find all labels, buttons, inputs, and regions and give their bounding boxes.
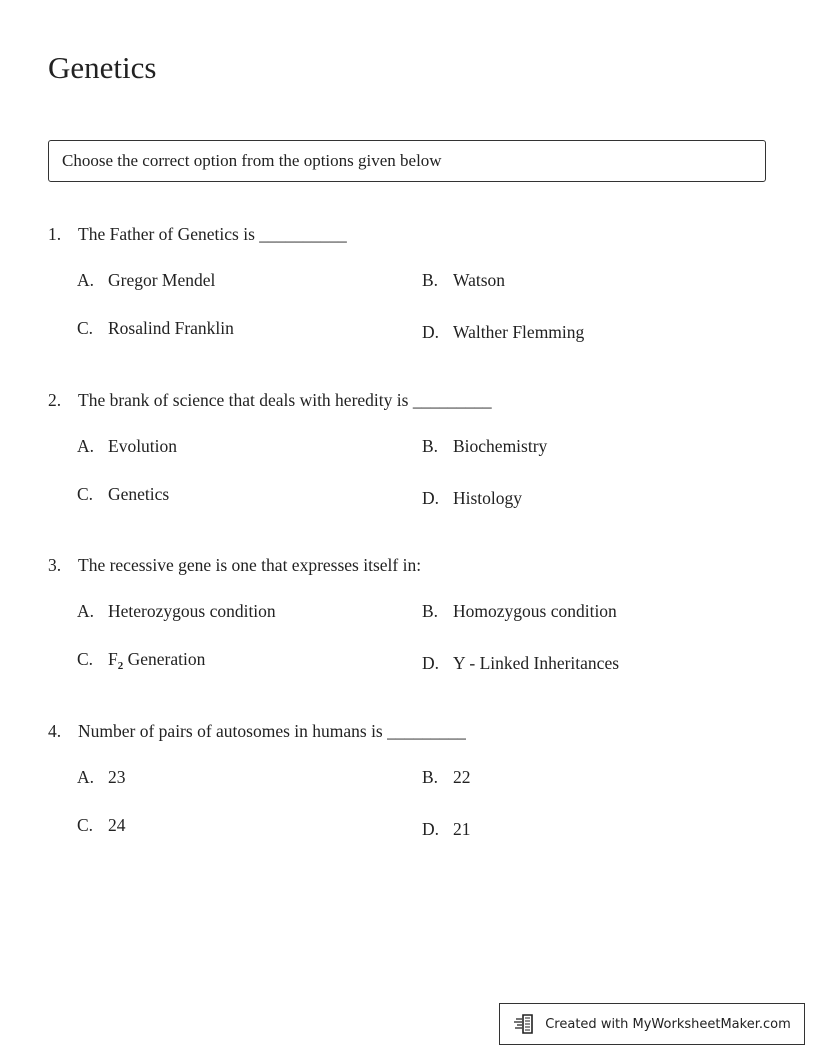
option-letter: C. — [77, 649, 94, 669]
option-letter: A. — [77, 767, 95, 787]
option-letter: A. — [77, 270, 95, 290]
option-a — [77, 601, 276, 622]
option-letter: D. — [422, 488, 440, 508]
option-text: 22 — [453, 767, 471, 787]
option-letter: B. — [422, 767, 439, 787]
option-c — [77, 484, 169, 505]
option-letter: D. — [422, 322, 440, 342]
option-b — [422, 270, 505, 291]
option-c — [77, 318, 234, 339]
option-text-suffix: Generation — [123, 649, 206, 669]
option-d — [422, 819, 471, 840]
option-a — [77, 436, 177, 457]
footer-text: Created with MyWorksheetMaker.com — [545, 1016, 791, 1032]
option-letter: D. — [422, 819, 440, 839]
option-text: Rosalind Franklin — [108, 318, 234, 338]
footer-credit[interactable] — [499, 1003, 805, 1045]
option-text: Watson — [453, 270, 506, 290]
option-letter: B. — [422, 270, 439, 290]
option-b — [422, 601, 617, 622]
question-number: 1. — [48, 224, 62, 244]
option-b — [422, 436, 547, 457]
question-number: 4. — [48, 721, 62, 741]
option-letter: B. — [422, 436, 439, 456]
option-a — [77, 270, 215, 291]
option-letter: A. — [77, 601, 95, 621]
page-title: Genetics — [48, 50, 157, 85]
option-letter: C. — [77, 318, 94, 338]
option-text: 23 — [108, 767, 126, 787]
option-text: Gregor Mendel — [108, 270, 216, 290]
option-text: 24 — [108, 815, 126, 835]
option-text: Heterozygous condition — [108, 601, 276, 621]
option-text: 21 — [453, 819, 471, 839]
option-c — [77, 815, 126, 836]
question-text — [48, 721, 466, 742]
option-text: Biochemistry — [453, 436, 548, 456]
option-text: Histology — [453, 488, 523, 508]
option-letter: D. — [422, 653, 440, 673]
option-letter: C. — [77, 815, 94, 835]
myworksheetmaker-logo-icon — [513, 1013, 537, 1035]
option-d — [422, 488, 522, 509]
option-text: Genetics — [108, 484, 170, 504]
option-text: Evolution — [108, 436, 178, 456]
question-text — [48, 390, 492, 411]
option-text-base: F — [108, 649, 118, 669]
question-prompt: Number of pairs of autosomes in humans is _________ — [78, 721, 466, 741]
option-c — [77, 649, 205, 672]
option-subscript: 2 — [117, 660, 124, 672]
question-prompt: The Father of Genetics is __________ — [78, 224, 347, 244]
option-a — [77, 767, 126, 788]
option-d — [422, 653, 619, 674]
option-text: Walther Flemming — [453, 322, 585, 342]
question-prompt: The brank of science that deals with heredity is _________ — [78, 390, 492, 410]
option-letter: C. — [77, 484, 94, 504]
question-number: 2. — [48, 390, 62, 410]
question-text — [48, 224, 347, 245]
option-letter: B. — [422, 601, 439, 621]
question-prompt: The recessive gene is one that expresses itself in: — [78, 555, 422, 575]
option-text: Y - Linked Inheritances — [453, 653, 620, 673]
option-d — [422, 322, 584, 343]
question-text — [48, 555, 421, 576]
option-letter: A. — [77, 436, 95, 456]
question-number: 3. — [48, 555, 62, 575]
option-b — [422, 767, 471, 788]
option-text: Homozygous condition — [453, 601, 617, 621]
instructions-box: Choose the correct option from the options given below — [48, 140, 766, 182]
